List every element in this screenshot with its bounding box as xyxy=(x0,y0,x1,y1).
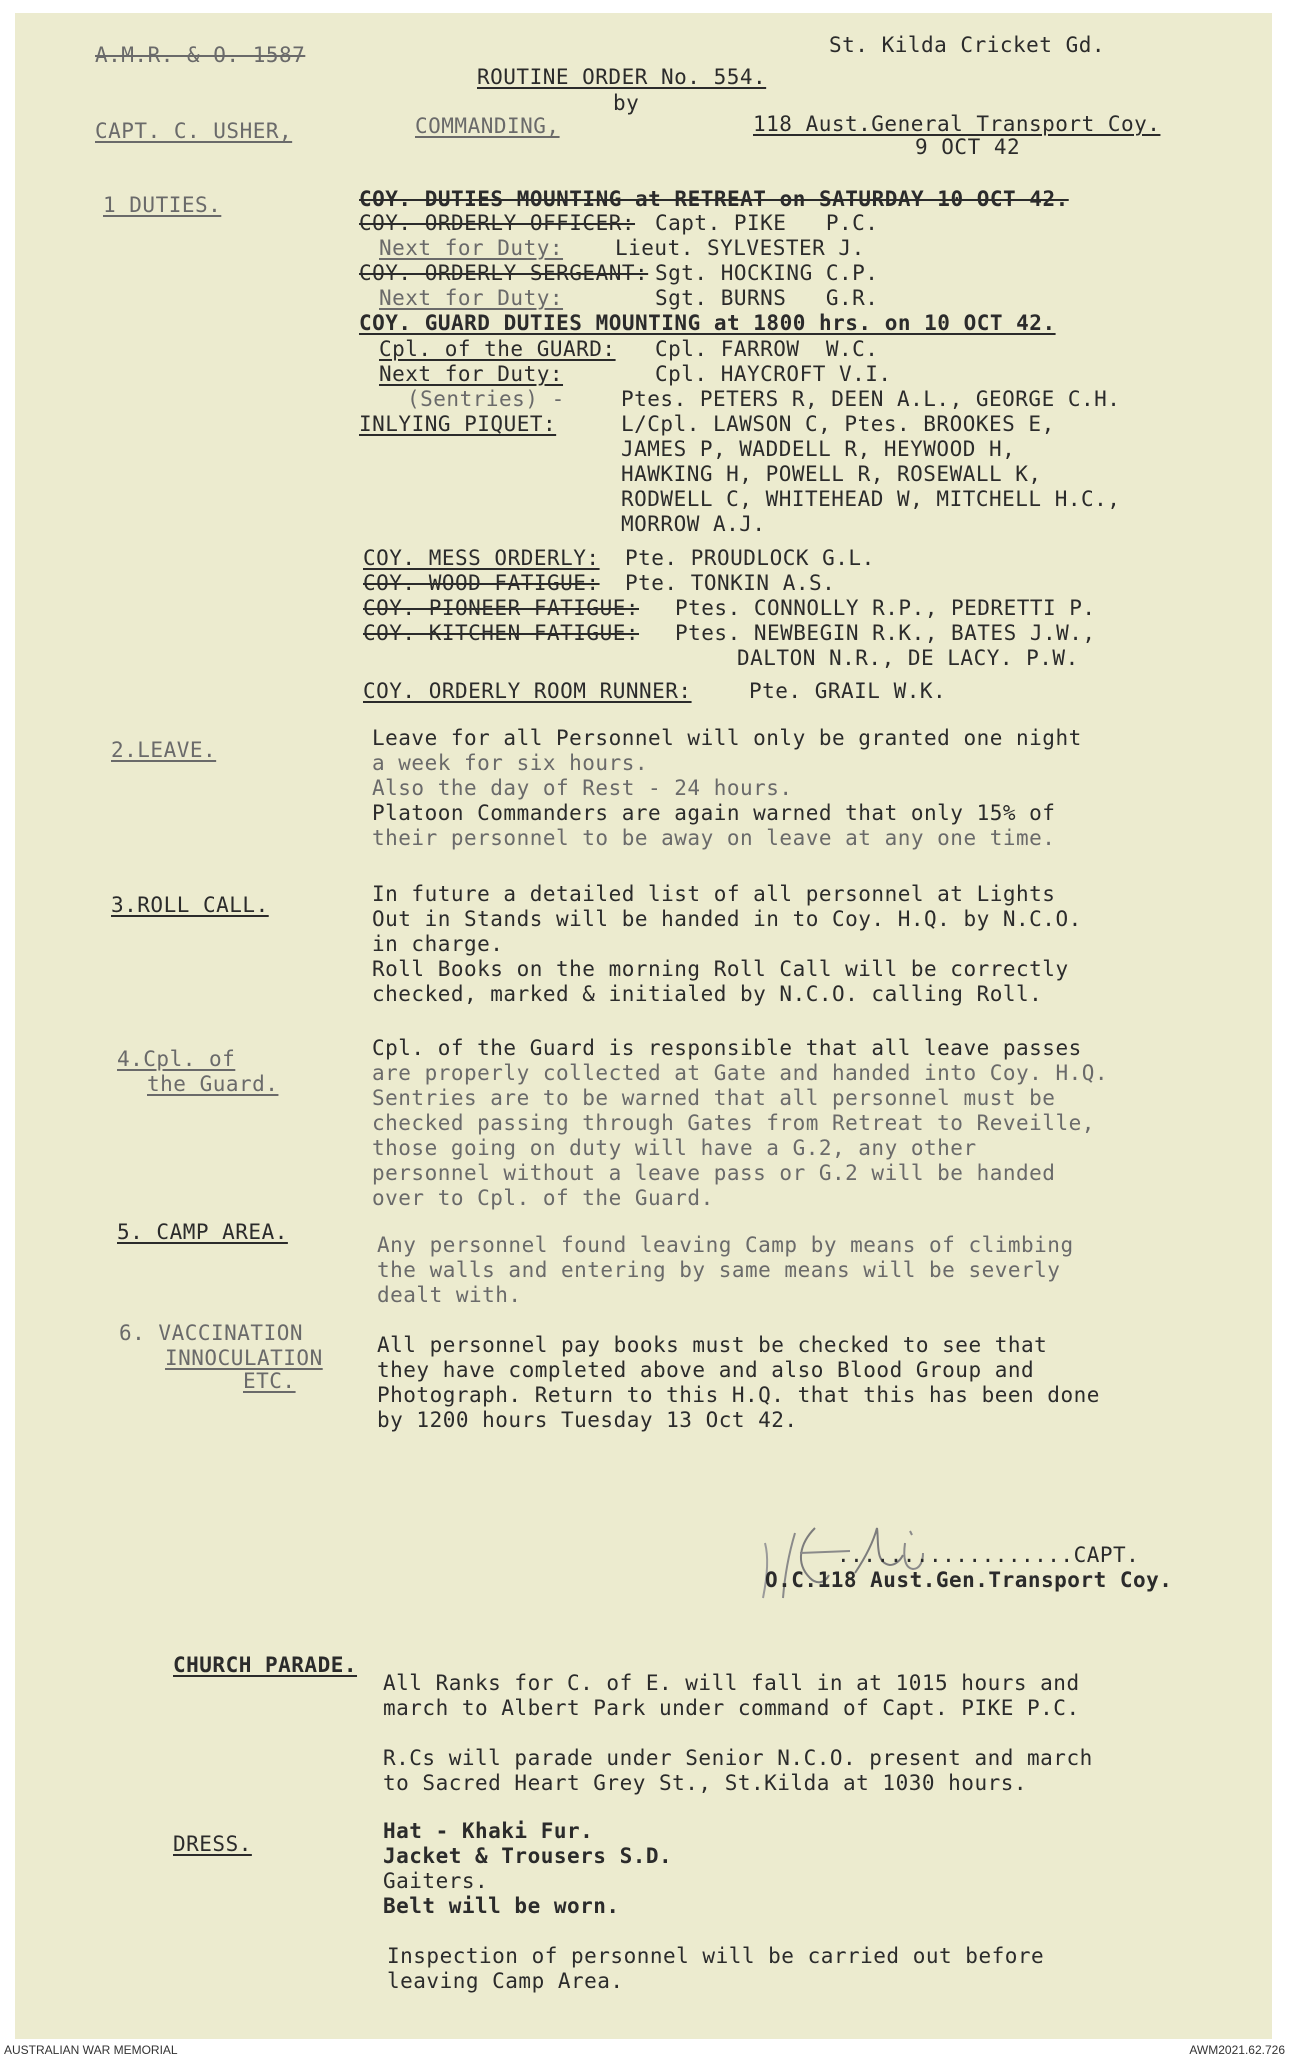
duty-value: Sgt. HOCKING C.P. xyxy=(655,261,879,285)
signature-designation: O.C.118 Aust.Gen.Transport Coy. xyxy=(765,1568,1173,1592)
dress-line: Jacket & Trousers S.D. xyxy=(383,1844,673,1868)
dress-heading: DRESS. xyxy=(173,1832,252,1856)
duty-label: COY. MESS ORDERLY: xyxy=(363,546,600,570)
section-line: they have completed above and also Blood Group and xyxy=(377,1358,1035,1382)
section-line: Roll Books on the morning Roll Call will be correctly xyxy=(372,957,1069,981)
section-line: dealt with. xyxy=(377,1283,522,1307)
section-heading: 3.ROLL CALL. xyxy=(111,893,269,917)
section-line: are properly collected at Gate and handed into Coy. H.Q. xyxy=(372,1061,1109,1085)
section-line: Sentries are to be warned that all personnel must be xyxy=(372,1086,1056,1110)
archive-credit: AUSTRALIAN WAR MEMORIAL xyxy=(4,2043,178,2057)
duty-value: Pte. PROUDLOCK G.L. xyxy=(625,546,875,570)
dress-line: Belt will be worn. xyxy=(383,1894,620,1918)
duty-label: INLYING PIQUET: xyxy=(359,412,557,436)
duty-value: L/Cpl. LAWSON C, Ptes. BROOKES E, xyxy=(621,412,1055,436)
church-line: to Sacred Heart Grey St., St.Kilda at 1030 hours. xyxy=(383,1771,1028,1795)
duty-label: Next for Duty: xyxy=(379,286,564,310)
section-heading: 4.Cpl. of xyxy=(117,1047,236,1071)
section-heading: 2.LEAVE. xyxy=(111,738,217,762)
section-line: the walls and entering by same means will be severly xyxy=(377,1258,1061,1282)
duty-value: Ptes. PETERS R, DEEN A.L., GEORGE C.H. xyxy=(621,387,1121,411)
duty-label: Cpl. of the GUARD: xyxy=(379,337,616,361)
duty-label: COY. KITCHEN FATIGUE: xyxy=(363,621,640,645)
duty-value: Lieut. SYLVESTER J. xyxy=(615,236,865,260)
section-line: in charge. xyxy=(372,932,504,956)
unit-name: 118 Aust.General Transport Coy. xyxy=(753,112,1161,136)
section-line: All personnel pay books must be checked to see that xyxy=(377,1333,1048,1357)
duty-value: HAWKING H, POWELL R, ROSEWALL K, xyxy=(621,462,1042,486)
dress-line: Gaiters. xyxy=(383,1869,489,1893)
section-line: over to Cpl. of the Guard. xyxy=(372,1186,714,1210)
section-line: checked, marked & initialed by N.C.O. calling Roll. xyxy=(372,982,1043,1006)
section-line: those going on duty will have a G.2, any other xyxy=(372,1136,977,1160)
dress-line: leaving Camp Area. xyxy=(387,1969,624,1993)
duty-label: COY. PIONEER FATIGUE: xyxy=(363,596,640,620)
order-title: ROUTINE ORDER No. 554. xyxy=(477,65,767,89)
section-line: checked passing through Gates from Retreat to Reveille, xyxy=(372,1111,1095,1135)
church-parade-heading: CHURCH PARADE. xyxy=(173,1653,358,1677)
duty-value: Cpl. FARROW W.C. xyxy=(655,337,879,361)
duty-value: MORROW A.J. xyxy=(621,512,766,536)
duty-value: Pte. TONKIN A.S. xyxy=(625,571,836,595)
section-heading: 6. VACCINATION xyxy=(119,1321,304,1345)
location: St. Kilda Cricket Gd. xyxy=(829,33,1106,57)
section-line: Cpl. of the Guard is responsible that all leave passes xyxy=(372,1036,1082,1060)
duty-label: COY. ORDERLY OFFICER: xyxy=(359,211,636,235)
section-line: Also the day of Rest - 24 hours. xyxy=(372,776,793,800)
section-heading: INNOCULATION xyxy=(165,1346,323,1370)
order-date: 9 OCT 42 xyxy=(915,135,1021,159)
section-line: Leave for all Personnel will only be granted one night xyxy=(372,726,1082,750)
church-line: R.Cs will parade under Senior N.C.O. present and march xyxy=(383,1746,1093,1770)
duty-value: Pte. GRAIL W.K. xyxy=(749,679,947,703)
document-reference: A.M.R. & O. 1587 xyxy=(95,43,306,67)
duties-mounting-header: COY. DUTIES MOUNTING at RETREAT on SATURDAY 10 OCT 42. xyxy=(359,187,1069,211)
section-line: their personnel to be away on leave at any one time. xyxy=(372,826,1056,850)
section-line: Platoon Commanders are again warned that only 15% of xyxy=(372,801,1056,825)
duty-value: Sgt. BURNS G.R. xyxy=(655,286,879,310)
section-line: Any personnel found leaving Camp by means of climbing xyxy=(377,1233,1074,1257)
section-line: In future a detailed list of all personnel at Lights xyxy=(372,882,1056,906)
duty-label: COY. WOOD FATIGUE: xyxy=(363,571,600,595)
church-line: All Ranks for C. of E. will fall in at 1015 hours and xyxy=(383,1671,1080,1695)
dress-line: Hat - Khaki Fur. xyxy=(383,1819,594,1843)
section-line: by 1200 hours Tuesday 13 Oct 42. xyxy=(377,1408,798,1432)
section-heading: 5. CAMP AREA. xyxy=(117,1220,288,1244)
signature-rank: ..................CAPT. xyxy=(837,1543,1140,1567)
duty-value: Cpl. HAYCROFT V.I. xyxy=(655,362,892,386)
section-heading: ETC. xyxy=(243,1369,296,1393)
church-line: march to Albert Park under command of Capt. PIKE P.C. xyxy=(383,1696,1080,1720)
duties-heading: 1 DUTIES. xyxy=(103,193,222,217)
order-by: by xyxy=(613,91,640,115)
duty-value: Ptes. NEWBEGIN R.K., BATES J.W., xyxy=(675,621,1096,645)
duty-value: DALTON N.R., DE LACY. P.W. xyxy=(737,646,1079,670)
commander-name: CAPT. C. USHER, xyxy=(95,119,293,143)
section-line: a week for six hours. xyxy=(372,751,649,775)
section-heading: the Guard. xyxy=(147,1072,279,1096)
section-line: Photograph. Return to this H.Q. that this has been done xyxy=(377,1383,1100,1407)
archive-catalogue-number: AWM2021.62.726 xyxy=(1189,2043,1285,2057)
duty-label: COY. ORDERLY ROOM RUNNER: xyxy=(363,679,692,703)
duty-label: (Sentries) - xyxy=(407,387,565,411)
duty-value: Ptes. CONNOLLY R.P., PEDRETTI P. xyxy=(675,596,1096,620)
duty-value: RODWELL C, WHITEHEAD W, MITCHELL H.C., xyxy=(621,487,1121,511)
document-page xyxy=(15,13,1272,2039)
dress-line: Inspection of personnel will be carried out before xyxy=(387,1944,1045,1968)
duty-value: JAMES P, WADDELL R, HEYWOOD H, xyxy=(621,437,1016,461)
section-line: personnel without a leave pass or G.2 will be handed xyxy=(372,1161,1056,1185)
duty-label: COY. ORDERLY SERGEANT: xyxy=(359,261,649,285)
commanding-label: COMMANDING, xyxy=(415,114,560,138)
duty-label: Next for Duty: xyxy=(379,236,564,260)
duty-value: Capt. PIKE P.C. xyxy=(655,211,879,235)
section-line: Out in Stands will be handed in to Coy. H.Q. by N.C.O. xyxy=(372,907,1082,931)
guard-mounting-header: COY. GUARD DUTIES MOUNTING at 1800 hrs. on 10 OCT 42. xyxy=(359,311,1056,335)
duty-label: Next for Duty: xyxy=(379,362,564,386)
